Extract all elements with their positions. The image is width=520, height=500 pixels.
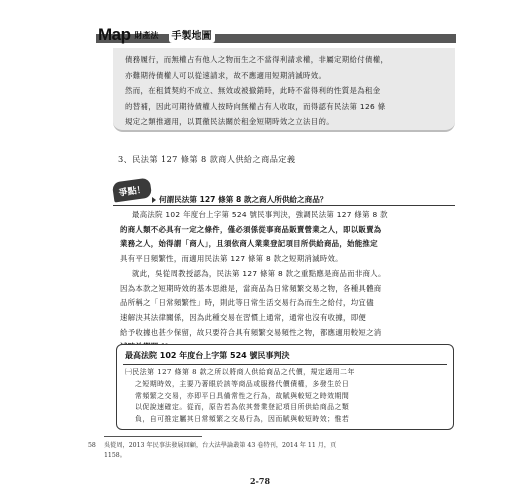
note-line: 然而，在租賃契約不成立、無效或被撤銷時，此時不當得利的性質是為租金 [125,86,381,95]
body-line: 具有平日頻繁性，而適用民法第 127 條第 8 款之短期消滅時效。 [120,254,343,264]
body-line: 的商人類不必具有一定之條件，僅必須係從事商品販賣營業之人，即以販賣為 [120,224,382,234]
issue-question-text: 何謂民法第 127 條第 8 款之商人所供給之商品？ [159,195,328,204]
case-line: 以促說速確定。從而，原告若為依其營業登記項目所供給商品之類 [135,403,350,412]
note-line: 規定之類推適用，以貫徹民法關於租金短期時效之立法目的。 [125,117,334,126]
logo-hand-title: 手製地圖 [169,30,215,43]
header-logo [98,21,215,43]
body-line: 業務之人，始得謂「商人」，且須依商人業業登記項目所供給商品，始能推定 [120,239,378,249]
note-line: 亦難期待債權人可以從速請求，故不應適用短期消滅時效。 [125,70,327,80]
arrow-right-icon [152,197,156,203]
footnote-text: 吳從周，2013 年民事法發展回顧，台大法學論叢第 43 卷特刊，2014 年 11 月，頁 [104,442,337,449]
footnote-divider [104,436,202,437]
body-line: 速解決其法律關係，因為此種交易在習慣上通常，通常也沒有收據，即便 [120,312,367,322]
case-line: ㈠民法第 127 條第 8 款之所以將商人供給商品之代價，規定適用二年 [125,368,355,376]
footnote-text-cont: 1158。 [104,451,126,459]
case-line: 常頻繁之交易，亦即平日具備常性之行為，故賦與較短之時效期間 [135,391,350,400]
continued-note-box [113,48,455,132]
case-line: 之短期時效，主要乃著眼於該等商品或服務代價債權，多發生於日 [135,379,350,388]
issue-badge: 爭點！ [112,177,152,202]
issue-divider [113,205,455,206]
body-line: 就此，吳從周教授認為，民法第 127 條第 8 款之重點應是商品而非商人。 [132,268,386,278]
footnote [88,441,428,460]
issue-question [152,194,327,205]
page-number: 2-78 [249,476,271,486]
case-line: 負，自可推定屬其日常頻繁之交易行為，因而賦與較短時效；惟若 [135,415,350,424]
note-line: 的替補，因此可期待債權人按時向無權占有人收取，而得認有民法第 126 條 [125,101,386,111]
body-line: 品所稱之「日常頻繁性」時，則此等日常生活交易行為而生之給付，均宜儘 [120,298,374,308]
body-line: 因為本款之短期時效的基本思維是，當商品為日常頻繁交易之物，各種具體商 [120,283,382,293]
logo-law-text: 財產法 [134,31,159,40]
logo-map-text: Map [98,25,131,44]
case-title: 最高法院 102 年度台上字第 524 號民事判決 [125,351,290,360]
body-line: 最高法院 102 年度台上字第 524 號民事判決，強調民法第 127 條第 8 款 [132,210,388,219]
section-title: 3、民法第 127 條第 8 款商人供給之商品定義 [118,154,296,164]
body-line: 給予收據也甚少保留，故只要符合具有頻繁交易頻性之物，都應適用較短之消 [120,327,382,337]
note-line: 債務履行，而無權占有他人之物而生之不當得利請求權，非屬定期給付債權， [125,55,389,64]
case-excerpt-box [116,344,454,430]
footnote-number: 58 [88,442,96,449]
body-text [120,208,450,355]
case-text [117,365,453,426]
